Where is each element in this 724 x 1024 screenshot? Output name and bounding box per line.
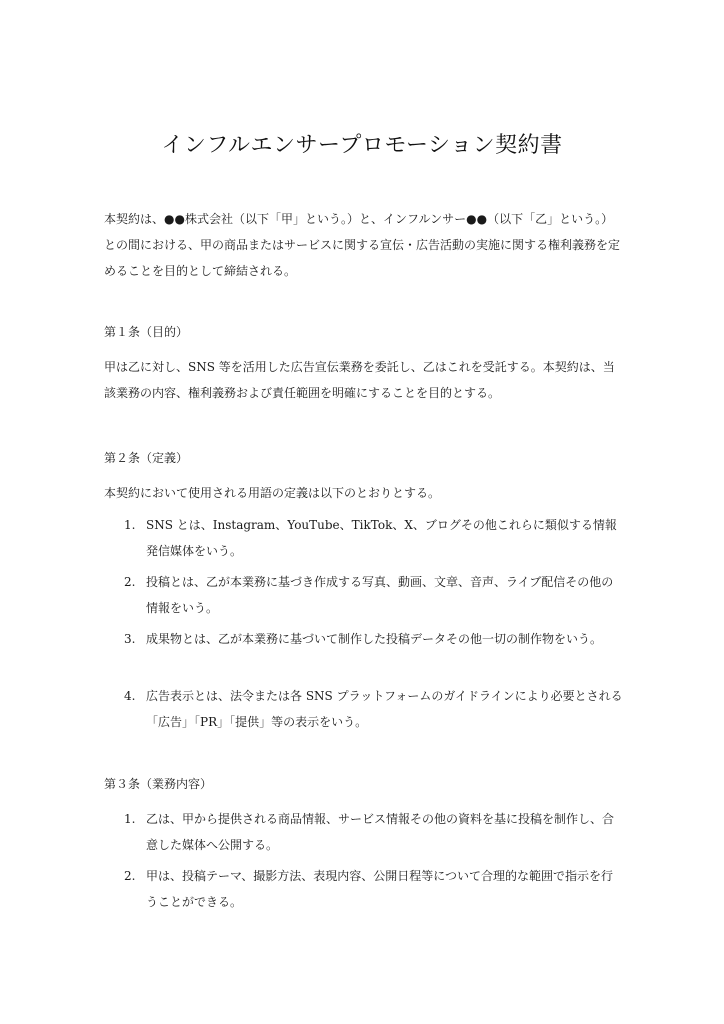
list-number: 3. bbox=[124, 632, 136, 646]
list-text: SNS とは、Instagram、YouTube、TikTok、X、ブログその他これらに類似する情報発信媒体をいう。 bbox=[146, 518, 617, 558]
article-2-item-3 bbox=[124, 626, 624, 652]
list-text: 広告表示とは、法令または各 SNS プラットフォームのガイドラインにより必要とされる「広告」「PR」「提供」等の表示をいう。 bbox=[146, 689, 623, 729]
intro-paragraph: 本契約は、●●株式会社（以下「甲」という。）と、インフルンサー●●（以下「乙」という。）との間における、甲の商品またはサービスに関する宣伝・広告活動の実施に関する権利義務を定めることを目的として締結される。 bbox=[104, 212, 621, 278]
document-title: インフルエンサープロモーション契約書 bbox=[161, 133, 563, 158]
article-3-item-2 bbox=[124, 863, 624, 915]
article-2-body: 本契約において使用される用語の定義は以下のとおりとする。 bbox=[104, 486, 441, 500]
list-text: 甲は、投稿テーマ、撮影方法、表現内容、公開日程等について合理的な範囲で指示を行うことができる。 bbox=[146, 869, 614, 909]
article-1-heading: 第１条（目的） bbox=[104, 325, 189, 339]
list-number: 2. bbox=[124, 575, 136, 589]
article-2-item-4 bbox=[124, 683, 624, 735]
list-text: 成果物とは、乙が本業務に基づいて制作した投稿データその他一切の制作物をいう。 bbox=[146, 632, 603, 646]
article-1-body: 甲は乙に対し、SNS 等を活用した広告宣伝業務を委託し、乙はこれを受託する。本契約は、当該業務の内容、権利義務および責任範囲を明確にすることを目的とする。 bbox=[104, 360, 615, 400]
list-text: 乙は、甲から提供される商品情報、サービス情報その他の資料を基に投稿を制作し、合意した媒体へ公開する。 bbox=[146, 812, 615, 852]
list-text: 投稿とは、乙が本業務に基づき作成する写真、動画、文章、音声、ライブ配信その他の情報をいう。 bbox=[146, 575, 614, 615]
list-number: 1. bbox=[124, 812, 136, 826]
article-2-item-2 bbox=[124, 569, 624, 621]
article-3-item-1 bbox=[124, 806, 624, 858]
list-number: 2. bbox=[124, 869, 136, 883]
list-number: 1. bbox=[124, 518, 136, 532]
article-2-heading: 第２条（定義） bbox=[104, 451, 189, 465]
article-3-heading: 第３条（業務内容） bbox=[104, 777, 213, 791]
list-number: 4. bbox=[124, 689, 136, 703]
article-2-item-1 bbox=[124, 512, 624, 564]
